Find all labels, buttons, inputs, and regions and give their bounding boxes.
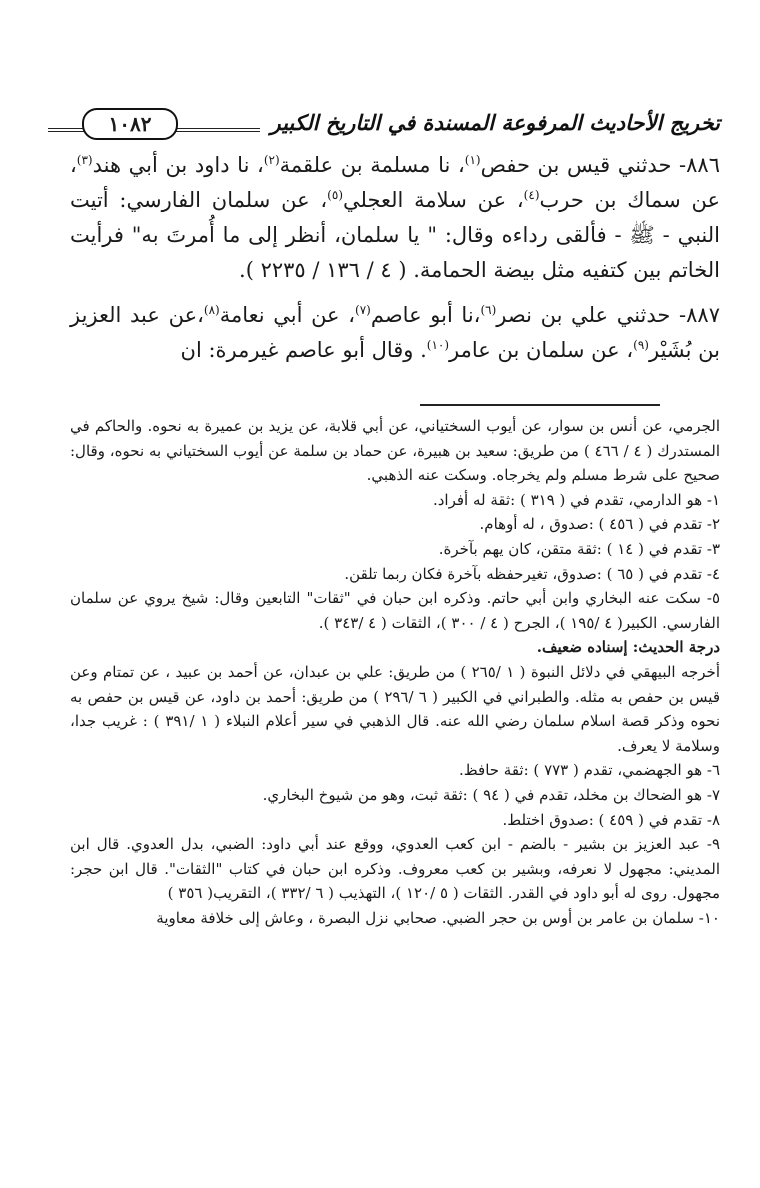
footnote-ref[interactable]: (٩) bbox=[633, 338, 649, 352]
footnote-5: ٥- سكت عنه البخاري وابن أبي حاتم. وذكره ابن حبان في "ثقات" التابعين وقال: شيخ يروي عن سلمان الفارسي. الكبير( ٤ /١٩٥ )، الجرح ( ٤ / ٣٠٠ )، الثقات ( ٤ /٣٤٣ ). bbox=[70, 589, 720, 632]
footnote-ref[interactable]: (٦) bbox=[480, 303, 497, 317]
hadith-text: ،عن عبد العزيز بن بُشَيْر bbox=[70, 303, 720, 362]
footnote-7: ٧- هو الضحاك بن مخلد، تقدم في ( ٩٤ ) :ثقة ثبت، وهو من شيوخ البخاري. bbox=[262, 785, 720, 804]
hadith-number: ٨٨٧ bbox=[686, 303, 720, 327]
hadith-text: ، عن سلمان الفارسي: أتيت النبي - ﷺ - فألقى رداءه وقال: " يا سلمان، أنظر إلى ما أُمرتَ به" فرأيت الخاتم بين كتفيه مثل بيضة الحمامة. ( ٤ / ١٣٦ / ٢٢٣٥ ). bbox=[70, 188, 720, 282]
footnote-ref[interactable]: (٤) bbox=[523, 188, 540, 202]
hadith-text: - حدثني علي بن نصر bbox=[496, 303, 687, 327]
footnote-ref[interactable]: (٣) bbox=[76, 153, 93, 167]
footnotes bbox=[70, 414, 720, 930]
hadith-text: - حدثني قيس بن حفص bbox=[480, 153, 687, 177]
footnote-3: ٣- تقدم في ( ١٤ ) :ثقة متقن، كان يهم بآخرة. bbox=[438, 539, 720, 558]
hadith-text: ، عن سلامة العجلي bbox=[343, 188, 524, 212]
footnote-ref[interactable]: (١) bbox=[464, 153, 481, 167]
footnote-ref[interactable]: (٢) bbox=[263, 153, 280, 167]
hadith-text: ،نا أبو عاصم bbox=[370, 303, 481, 327]
footnote-1: ١- هو الدارمي، تقدم في ( ٣١٩ ) :ثقة له أفراد. bbox=[432, 490, 720, 509]
footnote-10: ١٠- سلمان بن عامر بن أوس بن حجر الضبي. صحابي نزل البصرة ، وعاش إلى خلافة معاوية bbox=[156, 908, 720, 927]
footnote-ref[interactable]: (٨) bbox=[203, 303, 220, 317]
footnote-ref[interactable]: (٥) bbox=[327, 188, 343, 202]
hadith-text: ، نا داود بن أبي هند bbox=[92, 153, 264, 177]
footnote-2: ٢- تقدم في ( ٤٥٦ ) :صدوق ، له أوهام. bbox=[479, 515, 720, 534]
header-title: تخريج الأحاديث المرفوعة المسندة في التاريخ الكبير bbox=[260, 108, 720, 138]
footnote-9: ٩- عبد العزيز بن بشير - بالضم - ابن كعب العدوي، ووقع عند أبي داود: الضبي، بدل العدوي. قال ابن المديني: مجهول لا نعرفه، وبشير بن كعب معروف. وذكره ابن حبان في كتاب "الثقات". قال ابن حجر: مجهول. روى له أبو داود في القدر. الثقات ( ٥ /١٢٠ )، التهذيب ( ٦ /٣٣٢ )، التقريب( ٣٥٦ ) bbox=[70, 835, 720, 903]
running-header bbox=[48, 104, 720, 144]
hadith-text: ، عن سماك بن حرب bbox=[70, 153, 720, 212]
footnote-ref[interactable]: (٧) bbox=[355, 303, 371, 317]
hadith-grade: درجة الحديث: إسناده ضعيف. bbox=[536, 638, 720, 657]
main-text bbox=[70, 148, 720, 368]
hadith-887 bbox=[70, 298, 720, 368]
footnote-separator bbox=[420, 404, 660, 406]
hadith-886 bbox=[70, 148, 720, 288]
footnote-8: ٨- تقدم في ( ٤٥٩ ) :صدوق اختلط. bbox=[502, 810, 720, 829]
page-number: ١٠٨٢ bbox=[82, 108, 178, 140]
footnote-continuation: الجرمي، عن أنس بن سوار، عن أيوب السختياني، عن أبي قلابة، عن يزيد بن عميرة به نحوه. والحاكم في المستدرك ( ٤ / ٤٦٦ ) من طريق: سعيد بن هبيرة، عن حماد بن سلمة عن أيوب السختياني به نحوه، وقال: صحيح على شرط مسلم ولم يخرجاه. وسكت عنه الذهبي. bbox=[70, 417, 720, 485]
hadith-text: . وقال أبو عاصم غيرمرة: ان bbox=[180, 338, 427, 362]
hadith-text: ، نا مسلمة بن علقمة bbox=[279, 153, 465, 177]
hadith-text: ، عن سلمان بن عامر bbox=[449, 338, 634, 362]
hadith-number: ٨٨٦ bbox=[686, 153, 720, 177]
footnote-ref[interactable]: (١٠) bbox=[426, 338, 450, 352]
footnote-4: ٤- تقدم في ( ٦٥ ) :صدوق، تغيرحفظه بآخرة فكان ربما تلقن. bbox=[344, 564, 720, 583]
hadith-text: ، عن أبي نعامة bbox=[219, 303, 356, 327]
footnote-6: ٦- هو الجهضمي، تقدم ( ٧٧٣ ) :ثقة حافظ. bbox=[459, 761, 720, 780]
takhrij-note: أخرجه البيهقي في دلائل النبوة ( ١ /٢٦٥ ) من طريق: علي بن عبدان، عن أحمد بن عبيد ، عن تمتام وعن قيس بن حفص به مثله. والطبراني في الكبير ( ٦ /٢٩٦ ) من طريق: أحمد بن داود، عن قيس بن حفص به نحوه وذكر قصة اسلام سلمان رضي الله عنه. قال الذهبي في سير أعلام النبلاء ( ١ /٣٩١ ) : غريب جدا، وسلامة لا يعرف. bbox=[70, 662, 720, 755]
